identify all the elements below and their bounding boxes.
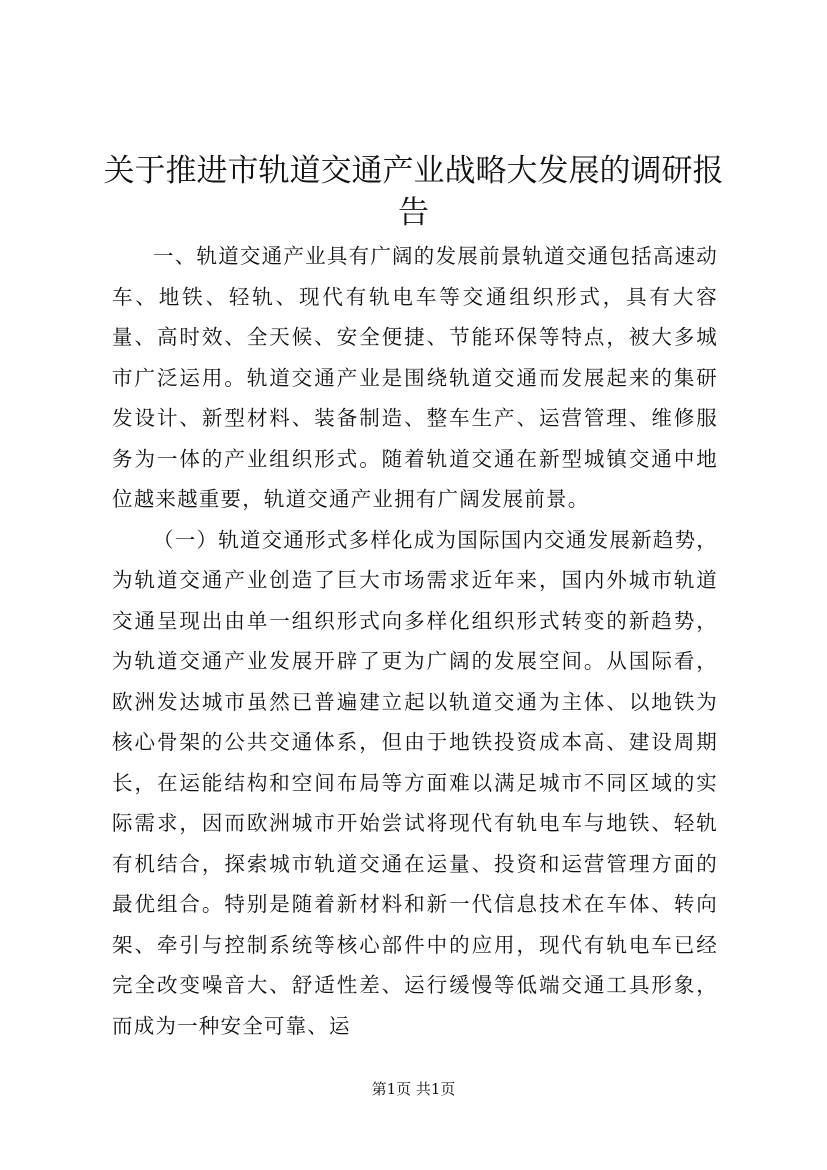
document-title: 关于推进市轨道交通产业战略大发展的调研报告 xyxy=(103,153,724,231)
paragraph-2: （一）轨道交通形式多样化成为国际国内交通发展新趋势，为轨道交通产业创造了巨大市场需求近年来，国内外城市轨道交通呈现出由单一组织形式向多样化组织形式转变的新趋势，为轨道交通产业发展开辟了更为广阔的发展空间。从国际看，欧洲发达城市虽然已普遍建立起以轨道交通为主体、以地铁为核心骨架的公共交通体系，但由于地铁投资成本高、建设周期长，在运能结构和空间布局等方面难以满足城市不同区域的实际需求，因而欧洲城市开始尝试将现代有轨电车与地铁、轻轨有机结合，探索城市轨道交通在运量、投资和运营管理方面的最优组合。特别是随着新材料和新一代信息技术在车体、转向架、牵引与控制系统等核心部件中的应用，现代有轨电车已经完全改变噪音大、舒适性差、运行缓慢等低端交通工具形象，而成为一种安全可靠、运 xyxy=(112,527,718,1038)
document-body xyxy=(112,236,718,1046)
page-footer: 第1页 共1页 xyxy=(371,1080,456,1098)
paragraph-1: 一、轨道交通产业具有广阔的发展前景轨道交通包括高速动车、地铁、轻轨、现代有轨电车等交通组织形式，具有大容量、高时效、全天候、安全便捷、节能环保等特点，被大多城市广泛运用。轨道交通产业是围绕轨道交通而发展起来的集研发设计、新型材料、装备制造、整车生产、运营管理、维修服务为一体的产业组织形式。随着轨道交通在新型城镇交通中地位越来越重要，轨道交通产业拥有广阔发展前景。 xyxy=(112,244,718,511)
